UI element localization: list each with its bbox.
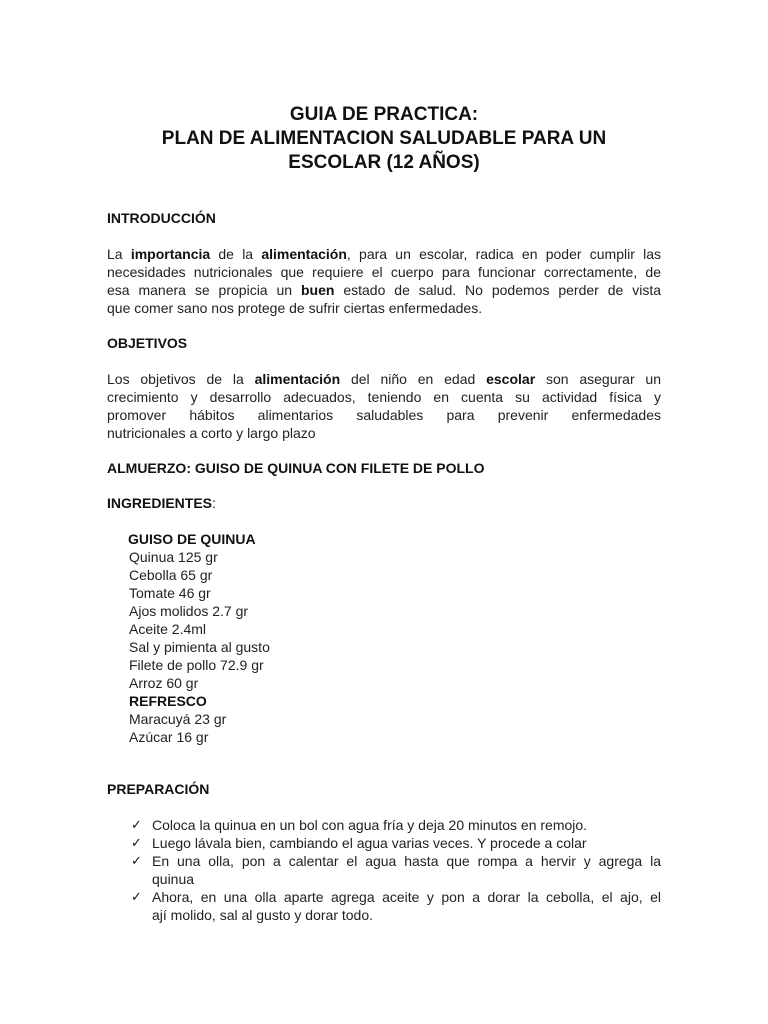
intro-text: esa manera se propicia un: [107, 282, 301, 298]
preparation-step: [131, 816, 661, 834]
intro-bold-importancia: importancia: [130, 246, 211, 262]
preparacion-heading: PREPARACIÓN: [107, 781, 210, 797]
objetivos-bold-alimentacion: alimentación: [254, 371, 341, 387]
checkmark-icon: ✓: [131, 853, 142, 868]
intro-text: de la: [210, 246, 262, 262]
objetivos-heading: OBJETIVOS: [107, 335, 188, 351]
objetivos-text: del niño en edad: [340, 371, 487, 387]
ingredient-group-refresco: REFRESCO: [129, 693, 207, 709]
ingredient-item: Cebolla 65 gr: [129, 567, 213, 583]
step-line: Luego lávala bien, cambiando el agua varias veces. Y procede a colar: [152, 835, 587, 851]
ingredient-item: Maracuyá 23 gr: [129, 711, 227, 727]
step-text: [152, 816, 661, 834]
title-line-1: GUIA DE PRACTICA:: [289, 104, 479, 125]
intro-line-4: que comer sano nos protege de sufrir ciertas enfermedades.: [107, 300, 483, 316]
intro-bold-alimentacion: alimentación: [261, 246, 347, 262]
title-line-2: PLAN DE ALIMENTACION SALUDABLE PARA UN: [161, 128, 607, 149]
ingredientes-heading: [107, 494, 216, 512]
objetivos-line-4: nutricionales a corto y largo plazo: [107, 425, 316, 441]
step-line: En una olla, pon a calentar el agua hasta que rompa a hervir y agrega la: [152, 853, 661, 869]
objetivos-text: son asegurar un: [535, 371, 661, 387]
ingredients-list: [129, 530, 270, 746]
step-line: Coloca la quinua en un bol con agua fría y deja 20 minutos en remojo.: [152, 817, 588, 833]
objetivos-line-1: [107, 370, 661, 388]
ingredient-item: Arroz 60 gr: [129, 675, 199, 691]
step-line: Ahora, en una olla aparte agrega aceite y pon a dorar la cebolla, el ajo, el: [152, 889, 661, 905]
intro-text: estado de salud. No podemos perder de vista: [334, 282, 661, 298]
intro-line-2: necesidades nutricionales que requiere el cuerpo para funcionar correctamente, de: [107, 264, 661, 280]
step-text: [152, 852, 661, 888]
intro-text: La: [107, 246, 131, 262]
intro-text: , para un escolar, radica en poder cumplir las: [346, 246, 662, 262]
preparation-steps: [131, 816, 661, 924]
ingredient-item: Sal y pimienta al gusto: [129, 639, 270, 655]
objetivos-text: Los objetivos de la: [107, 371, 255, 387]
ingredientes-heading-text: INGREDIENTES: [107, 495, 213, 511]
ingredient-item: Quinua 125 gr: [129, 549, 218, 565]
ingredientes-colon: :: [212, 495, 216, 511]
ingredient-item: Azúcar 16 gr: [129, 729, 209, 745]
intro-paragraph: [107, 245, 661, 317]
ingredient-item: Tomate 46 gr: [129, 585, 211, 601]
checkmark-icon: ✓: [131, 889, 142, 904]
preparation-step: [131, 834, 661, 852]
almuerzo-heading: ALMUERZO: GUISO DE QUINUA CON FILETE DE POLLO: [107, 460, 485, 476]
ingredient-item: Ajos molidos 2.7 gr: [129, 603, 249, 619]
intro-line-1: [107, 245, 661, 263]
step-text: [152, 888, 661, 924]
objetivos-line-2: crecimiento y desarrollo adecuados, teniendo en cuenta su actividad física y: [107, 389, 661, 405]
step-line: quinua: [152, 871, 195, 887]
checkmark-icon: ✓: [131, 817, 142, 832]
step-line: ají molido, sal al gusto y dorar todo.: [152, 907, 374, 923]
intro-line-3: [107, 281, 661, 299]
preparation-step: [131, 852, 661, 888]
objetivos-bold-escolar: escolar: [486, 371, 536, 387]
document-title: [107, 103, 661, 175]
objetivos-paragraph: [107, 370, 661, 442]
intro-heading: INTRODUCCIÓN: [107, 210, 216, 226]
objetivos-line-3: promover hábitos alimentarios saludables para prevenir enfermedades: [107, 407, 661, 423]
ingredient-group-guiso: GUISO DE QUINUA: [128, 531, 256, 547]
ingredient-item: Filete de pollo 72.9 gr: [129, 657, 264, 673]
checkmark-icon: ✓: [131, 835, 142, 850]
preparation-step: [131, 888, 661, 924]
intro-bold-buen: buen: [300, 282, 335, 298]
step-text: [152, 834, 661, 852]
title-line-3: ESCOLAR (12 AÑOS): [288, 152, 480, 173]
ingredient-item: Aceite 2.4ml: [129, 621, 207, 637]
